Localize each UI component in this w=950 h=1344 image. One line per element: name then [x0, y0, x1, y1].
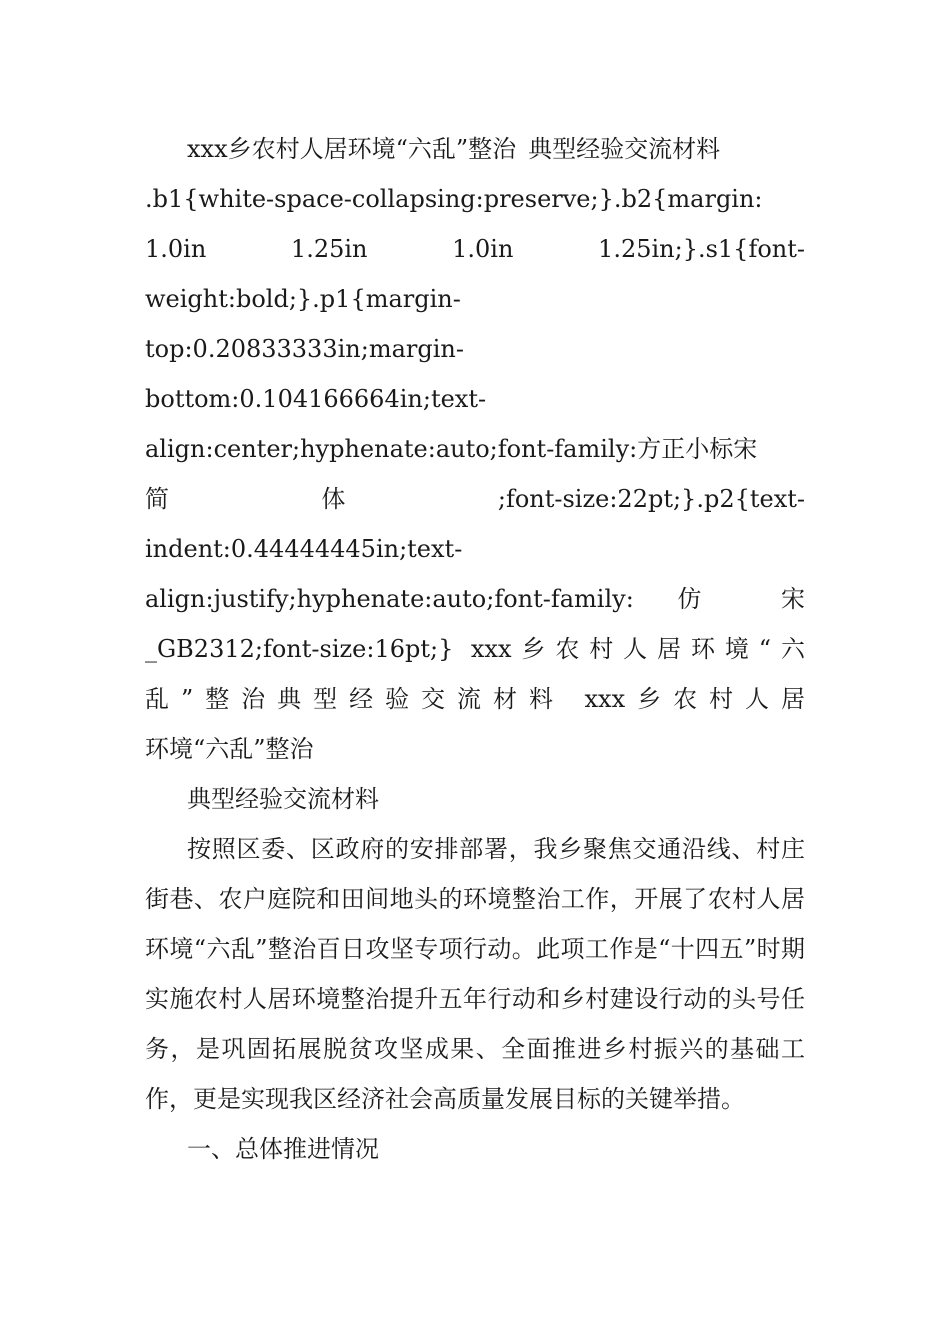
title-left: xxx乡农村人居环境“六乱”整治	[187, 135, 517, 163]
css-line: 环境“六乱”整治	[145, 735, 314, 763]
css-line: 1.0in 1.25in 1.0in 1.25in;}.s1{font-	[145, 235, 805, 263]
css-line: align:justify;hyphenate:auto;font-family: 仿 宋	[145, 585, 805, 613]
document-subtitle: 典型经验交流材料	[187, 785, 379, 813]
body-paragraph: 按照区委、区政府的安排部署，我乡聚焦交通沿线、村庄街巷、农户庭院和田间地头的环境整治工作，开展了农村人居环境“六乱”整治百日攻坚专项行动。此项工作是“十四五”时期实施农村人居环境整治提升五年行动和乡村建设行动的头号任务，是巩固拓展脱贫攻坚成果、全面推进乡村振兴的基础工作，更是实现我区经济社会高质量发展目标的关键举措。	[145, 835, 805, 1113]
css-line: top:0.20833333in;margin-	[145, 335, 464, 363]
css-line: _GB2312;font-size:16pt;} xxx乡农村人居环境“六	[145, 635, 805, 663]
section-heading: 一、总体推进情况	[187, 1135, 379, 1163]
document-content	[145, 124, 805, 1174]
css-line: align:center;hyphenate:auto;font-family:方正小标宋	[145, 435, 758, 463]
css-line: 乱”整治典型经验交流材料 xxx乡农村人居	[145, 685, 805, 713]
document-title	[145, 124, 805, 174]
css-line: bottom:0.104166664in;text-	[145, 385, 487, 413]
css-line: 简 体 ;font-size:22pt;}.p2{text-	[145, 485, 805, 513]
css-line: .b1{white-space-collapsing:preserve;}.b2{margin:	[145, 185, 763, 213]
title-right: 典型经验交流材料	[528, 135, 721, 163]
css-line: weight:bold;}.p1{margin-	[145, 285, 461, 313]
css-text-block	[145, 174, 805, 774]
css-line: indent:0.44444445in;text-	[145, 535, 463, 563]
